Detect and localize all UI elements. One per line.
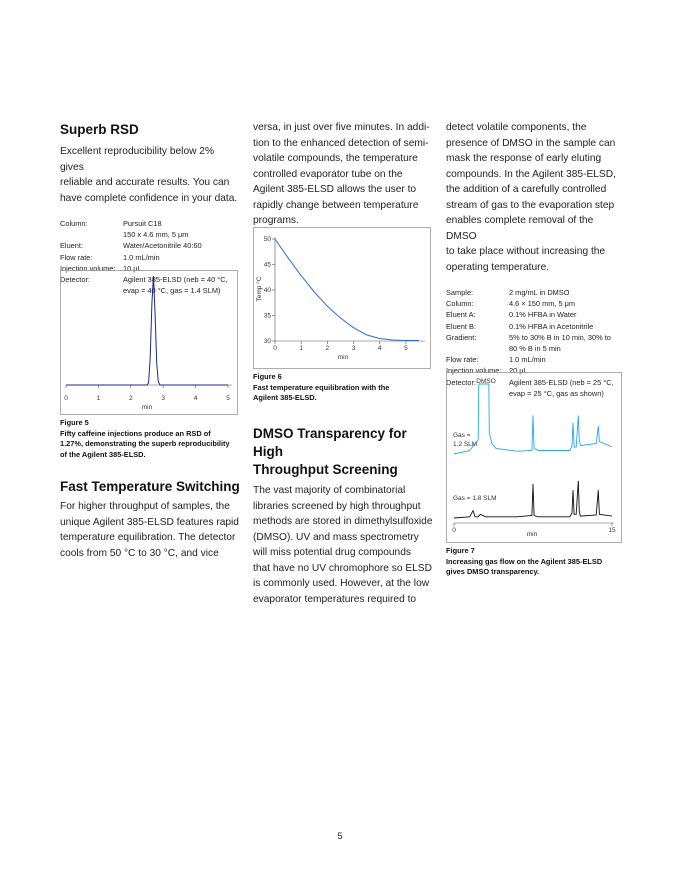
figure6-series-line <box>275 239 419 341</box>
figure6-xtick-label: 1 <box>299 345 303 352</box>
paragraph-dmso-continued: detect volatile components, the presence of DMSO in the sample can mask the response of early eluting compounds. In the Agilent 385-ELSD, the addition of a carefully controlled stream of gas to the evaporation step enables complete removal of the DMSO to take place without increasing the operating temperature. <box>446 122 616 273</box>
figure7-annotation-gas12-a: Gas = <box>453 432 471 439</box>
figure7-annotation-gas12-b: 1.2 SLM <box>453 441 478 448</box>
section-fast-temp <box>60 478 242 561</box>
figure6-xtick-label: 3 <box>351 345 356 352</box>
figure5-frame <box>61 271 238 415</box>
figure6-ytick-label: 50 <box>263 236 271 244</box>
figure5-xlabel: min <box>141 404 153 411</box>
figure7-xtick-label: 15 <box>608 527 616 534</box>
figure7-frame <box>447 373 622 543</box>
figure6-xtick-label: 0 <box>273 345 277 352</box>
paragraph-fast-temperature: For higher throughput of samples, the unique Agilent 385-ELSD features rapid temperature equilibration. The detector cools from 50 °C to 30 °C, and vice <box>60 501 239 559</box>
figure7-caption: Figure 7 Increasing gas flow on the Agilent 385-ELSD gives DMSO transparency. <box>446 546 603 577</box>
figure5-series-line <box>66 276 228 385</box>
figure6-ytick-label: 45 <box>263 261 271 269</box>
figure6-ytick-label: 30 <box>263 338 271 346</box>
figure6-xtick-label: 5 <box>404 345 408 352</box>
section-dmso <box>253 425 435 607</box>
heading-fast-temperature: Fast Temperature Switching <box>60 479 240 494</box>
fig5-conditions: Column: Pursuit C18 150 x 4.6 mm, 5 μm Eluent: Water/Acetonitrile 40:60 Flow rate: 1.0 mL/min Injection volume: 10 μL Detector: Agilent 385-ELSD (neb = 40 °C, evap = 40 °C, gas = 1.4 SLM) <box>60 219 228 296</box>
figure7-annotation-dmso: DMSO <box>476 378 496 385</box>
figure6-ytick-label: 40 <box>263 287 271 295</box>
figure7-xlabel: min <box>526 531 538 538</box>
figure6-ylabel: Temp °C <box>256 276 263 302</box>
figure7-dmso-chromatograms <box>446 372 622 543</box>
figure7-annotation-gas18: Gas = 1.8 SLM <box>453 495 497 502</box>
heading-superb-rsd: Superb RSD <box>60 122 139 137</box>
figure5-xtick-label: 3 <box>161 395 166 402</box>
figure5-xtick-label: 0 <box>64 395 68 402</box>
figure6-xtick-label: 4 <box>377 345 382 352</box>
figure6-temperature-chart <box>253 227 431 369</box>
paragraph-superb-rsd: Excellent reproducibility below 2% gives reliable and accurate results. You can have complete confidence in your data. <box>60 146 238 204</box>
fig7-conditions: Sample: 2 mg/mL in DMSO Column: 4.6 × 150 mm, 5 μm Eluent A: 0.1% HFBA in Water Eluent B: 0.1% HFBA in Acetonitrile Gradient: 5% to 30% B in 10 min, 30% to 80 % B in 5 min Flow rate: 1.0 mL/min Injection volume: 20 μL Detector: Agilent 385-ELSD (neb = 25 °C, evap = 25 °C, gas as shown) <box>446 288 614 398</box>
figure7-xtick-label: 0 <box>452 527 456 534</box>
figure6-xtick-label: 2 <box>325 345 330 352</box>
figure6-xlabel: min <box>337 354 349 361</box>
paragraph-dmso: The vast majority of combinatorial libraries screened by high throughput methods are stored in dimethylsulfoxide (DMSO). UV and mass spectrometry will miss potential drug compounds that have no UV chromophore so ELSD is commonly used. However, at the low evaporator temperatures required to <box>253 485 433 605</box>
figure5-xtick-label: 2 <box>128 395 133 402</box>
page-number: 5 <box>337 831 343 841</box>
figure6-caption: Figure 6 Fast temperature equilibration with the Agilent 385-ELSD. <box>253 372 390 403</box>
figure5-chromatogram <box>60 270 238 415</box>
paragraph-temperature-versa: versa, in just over five minutes. In addi- tion to the enhanced detection of semi- volatile compounds, the temperature controlled evaporator tube on the Agilent 385-ELSD allows the user to rapidly change between temperature programs. <box>253 122 430 226</box>
figure5-xtick-label: 1 <box>96 395 101 402</box>
heading-dmso-transparency: DMSO Transparency for High Throughput Screening <box>253 426 407 477</box>
column-middle <box>253 120 435 229</box>
figure7-series-gas-1-2 <box>454 384 612 454</box>
figure5-xtick-label: 4 <box>193 395 198 402</box>
column-right <box>446 120 626 399</box>
figure5-caption: Figure 5 Fifty caffeine injections produce an RSD of 1.27%, demonstrating the superb reproducibility of the Agilent 385-ELSD. <box>60 418 230 459</box>
figure5-xtick-label: 5 <box>226 395 230 402</box>
figure6-ytick-label: 35 <box>263 312 271 320</box>
